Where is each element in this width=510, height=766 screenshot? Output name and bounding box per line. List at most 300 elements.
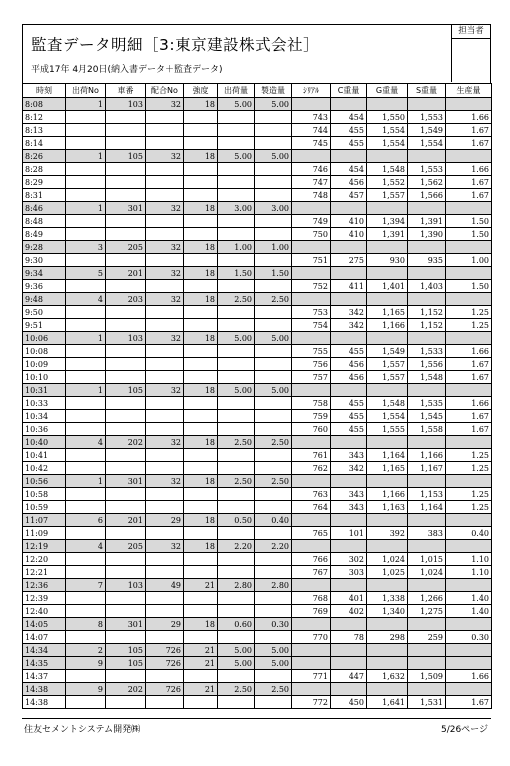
table-cell bbox=[106, 254, 146, 267]
column-header: G重量 bbox=[367, 84, 408, 98]
table-cell bbox=[446, 579, 492, 592]
table-cell: 1.25 bbox=[446, 449, 492, 462]
table-cell bbox=[146, 254, 184, 267]
batch-row bbox=[23, 280, 492, 293]
table-cell bbox=[146, 631, 184, 644]
table-cell: 5.00 bbox=[218, 98, 255, 111]
table-cell: 1,554 bbox=[367, 410, 408, 423]
column-header: 製造量 bbox=[255, 84, 292, 98]
table-cell bbox=[218, 345, 255, 358]
table-cell bbox=[446, 540, 492, 553]
table-cell bbox=[446, 436, 492, 449]
batch-row bbox=[23, 371, 492, 384]
table-cell bbox=[184, 111, 218, 124]
table-cell: 1,025 bbox=[367, 566, 408, 579]
table-cell: 8:48 bbox=[23, 215, 66, 228]
table-cell bbox=[255, 631, 292, 644]
table-cell: 1.50 bbox=[218, 267, 255, 280]
table-cell bbox=[66, 215, 106, 228]
table-cell: 759 bbox=[292, 410, 331, 423]
table-cell bbox=[255, 527, 292, 540]
table-cell bbox=[292, 644, 331, 657]
table-cell bbox=[408, 384, 446, 397]
table-cell: 32 bbox=[146, 475, 184, 488]
table-cell bbox=[446, 150, 492, 163]
batch-row bbox=[23, 124, 492, 137]
table-cell: 1.67 bbox=[446, 137, 492, 150]
batch-row bbox=[23, 163, 492, 176]
table-cell: 1,391 bbox=[367, 228, 408, 241]
table-cell: 1.66 bbox=[446, 163, 492, 176]
table-cell bbox=[218, 163, 255, 176]
table-cell: 1,548 bbox=[408, 371, 446, 384]
table-cell bbox=[66, 670, 106, 683]
table-cell: 455 bbox=[331, 423, 367, 436]
table-cell bbox=[146, 280, 184, 293]
table-cell: 1 bbox=[66, 384, 106, 397]
report-header bbox=[22, 24, 491, 83]
table-cell: 2.20 bbox=[255, 540, 292, 553]
table-cell: 750 bbox=[292, 228, 331, 241]
table-cell: 343 bbox=[331, 449, 367, 462]
table-cell bbox=[146, 410, 184, 423]
table-cell: 769 bbox=[292, 605, 331, 618]
table-cell: 1,167 bbox=[408, 462, 446, 475]
table-cell bbox=[331, 475, 367, 488]
table-cell: 760 bbox=[292, 423, 331, 436]
table-cell bbox=[106, 280, 146, 293]
table-cell bbox=[446, 657, 492, 670]
table-cell: 747 bbox=[292, 176, 331, 189]
table-cell: 1,555 bbox=[367, 423, 408, 436]
table-cell: 1,266 bbox=[408, 592, 446, 605]
table-cell bbox=[66, 423, 106, 436]
table-cell bbox=[184, 397, 218, 410]
table-cell: 1.00 bbox=[446, 254, 492, 267]
table-cell: 5.00 bbox=[218, 384, 255, 397]
table-cell bbox=[106, 566, 146, 579]
table-cell bbox=[255, 306, 292, 319]
table-cell bbox=[255, 189, 292, 202]
table-cell: 0.30 bbox=[255, 618, 292, 631]
table-cell bbox=[218, 592, 255, 605]
table-cell: 9:36 bbox=[23, 280, 66, 293]
table-cell: 450 bbox=[331, 696, 367, 709]
table-cell bbox=[218, 462, 255, 475]
table-cell: 10:10 bbox=[23, 371, 66, 384]
table-cell: 411 bbox=[331, 280, 367, 293]
shipment-row bbox=[23, 98, 492, 111]
table-cell bbox=[218, 670, 255, 683]
table-cell bbox=[255, 696, 292, 709]
table-cell bbox=[184, 462, 218, 475]
table-cell: 1,549 bbox=[408, 124, 446, 137]
table-cell: 78 bbox=[331, 631, 367, 644]
table-cell bbox=[184, 280, 218, 293]
table-cell: 1.67 bbox=[446, 423, 492, 436]
shipment-row bbox=[23, 436, 492, 449]
table-cell bbox=[408, 332, 446, 345]
table-cell: 1,553 bbox=[408, 111, 446, 124]
table-cell: 32 bbox=[146, 267, 184, 280]
table-cell bbox=[106, 553, 146, 566]
table-cell: 1.50 bbox=[255, 267, 292, 280]
table-cell: 8:14 bbox=[23, 137, 66, 150]
table-cell: 1.00 bbox=[218, 241, 255, 254]
table-cell bbox=[331, 618, 367, 631]
table-cell: 2.50 bbox=[255, 436, 292, 449]
table-cell: 32 bbox=[146, 202, 184, 215]
table-cell: 456 bbox=[331, 371, 367, 384]
table-cell: 18 bbox=[184, 618, 218, 631]
table-cell: 5.00 bbox=[255, 384, 292, 397]
table-cell: 1.67 bbox=[446, 410, 492, 423]
table-cell: 14:35 bbox=[23, 657, 66, 670]
table-cell bbox=[408, 98, 446, 111]
table-cell bbox=[66, 592, 106, 605]
table-cell bbox=[66, 605, 106, 618]
table-cell: 8:29 bbox=[23, 176, 66, 189]
table-cell: 1,403 bbox=[408, 280, 446, 293]
table-cell: 10:08 bbox=[23, 345, 66, 358]
table-cell bbox=[146, 358, 184, 371]
table-cell bbox=[66, 488, 106, 501]
table-cell: 342 bbox=[331, 462, 367, 475]
table-cell: 101 bbox=[331, 527, 367, 540]
table-cell bbox=[255, 319, 292, 332]
table-cell bbox=[255, 215, 292, 228]
table-cell: 402 bbox=[331, 605, 367, 618]
footer-divider bbox=[22, 718, 491, 719]
table-cell bbox=[331, 514, 367, 527]
table-cell bbox=[331, 332, 367, 345]
table-cell bbox=[218, 280, 255, 293]
table-cell bbox=[218, 566, 255, 579]
column-header: 時刻 bbox=[23, 84, 66, 98]
table-cell bbox=[184, 163, 218, 176]
table-cell: 1,275 bbox=[408, 605, 446, 618]
table-cell: 1,566 bbox=[408, 189, 446, 202]
table-cell: 1,557 bbox=[367, 189, 408, 202]
table-cell bbox=[184, 449, 218, 462]
table-cell bbox=[184, 631, 218, 644]
table-cell bbox=[255, 163, 292, 176]
table-cell: 5.00 bbox=[218, 150, 255, 163]
table-cell bbox=[408, 202, 446, 215]
table-cell: 4 bbox=[66, 436, 106, 449]
table-cell: 10:42 bbox=[23, 462, 66, 475]
table-cell bbox=[408, 514, 446, 527]
table-cell: 2.80 bbox=[255, 579, 292, 592]
footer-company: 住友セメントシステム開発㈱ bbox=[24, 725, 141, 735]
table-cell bbox=[367, 384, 408, 397]
table-cell: 1.67 bbox=[446, 371, 492, 384]
table-cell: 201 bbox=[106, 267, 146, 280]
column-header: 出荷No bbox=[66, 84, 106, 98]
table-cell: 745 bbox=[292, 137, 331, 150]
table-cell bbox=[292, 579, 331, 592]
table-cell bbox=[446, 98, 492, 111]
column-header: 出荷量 bbox=[218, 84, 255, 98]
table-cell bbox=[292, 293, 331, 306]
table-cell: 103 bbox=[106, 98, 146, 111]
table-cell: 5.00 bbox=[255, 150, 292, 163]
shipment-row bbox=[23, 293, 492, 306]
table-cell bbox=[184, 553, 218, 566]
stamp-label: 担当者 bbox=[452, 25, 490, 39]
table-cell bbox=[255, 462, 292, 475]
table-cell bbox=[146, 527, 184, 540]
table-cell bbox=[218, 215, 255, 228]
table-cell: 4 bbox=[66, 540, 106, 553]
shipment-row bbox=[23, 514, 492, 527]
table-cell bbox=[146, 163, 184, 176]
table-cell: 1,152 bbox=[408, 319, 446, 332]
table-cell bbox=[255, 176, 292, 189]
table-cell bbox=[66, 410, 106, 423]
table-cell: 8:26 bbox=[23, 150, 66, 163]
table-cell: 14:07 bbox=[23, 631, 66, 644]
table-cell: 9:50 bbox=[23, 306, 66, 319]
table-cell bbox=[218, 124, 255, 137]
table-cell: 1,163 bbox=[367, 501, 408, 514]
table-cell: 49 bbox=[146, 579, 184, 592]
table-cell: 21 bbox=[184, 579, 218, 592]
table-cell: 5.00 bbox=[255, 98, 292, 111]
table-cell bbox=[292, 618, 331, 631]
table-cell: 32 bbox=[146, 150, 184, 163]
shipment-row bbox=[23, 683, 492, 696]
table-cell bbox=[66, 163, 106, 176]
table-cell: 753 bbox=[292, 306, 331, 319]
table-cell bbox=[66, 371, 106, 384]
table-cell: 3.00 bbox=[255, 202, 292, 215]
table-cell bbox=[66, 228, 106, 241]
table-cell: 343 bbox=[331, 488, 367, 501]
table-cell bbox=[106, 306, 146, 319]
table-cell bbox=[66, 553, 106, 566]
table-cell bbox=[255, 397, 292, 410]
table-cell bbox=[106, 189, 146, 202]
table-cell: 766 bbox=[292, 553, 331, 566]
table-cell: 754 bbox=[292, 319, 331, 332]
table-cell bbox=[66, 319, 106, 332]
table-cell: 1,553 bbox=[408, 163, 446, 176]
table-cell: 18 bbox=[184, 202, 218, 215]
table-cell: 103 bbox=[106, 579, 146, 592]
table-cell bbox=[146, 501, 184, 514]
table-cell: 12:19 bbox=[23, 540, 66, 553]
table-cell bbox=[146, 449, 184, 462]
table-cell bbox=[66, 358, 106, 371]
table-cell bbox=[146, 228, 184, 241]
table-cell: 14:38 bbox=[23, 683, 66, 696]
table-cell: 5 bbox=[66, 267, 106, 280]
table-cell bbox=[146, 189, 184, 202]
table-cell bbox=[331, 436, 367, 449]
table-cell bbox=[367, 579, 408, 592]
table-cell: 21 bbox=[184, 644, 218, 657]
table-cell: 401 bbox=[331, 592, 367, 605]
table-cell: 10:59 bbox=[23, 501, 66, 514]
table-cell bbox=[184, 566, 218, 579]
table-cell: 1.67 bbox=[446, 358, 492, 371]
table-cell: 743 bbox=[292, 111, 331, 124]
table-cell: 457 bbox=[331, 189, 367, 202]
batch-row bbox=[23, 215, 492, 228]
table-cell bbox=[255, 111, 292, 124]
table-cell bbox=[367, 150, 408, 163]
table-cell: 1,535 bbox=[408, 397, 446, 410]
table-cell: 0.50 bbox=[218, 514, 255, 527]
table-cell bbox=[184, 228, 218, 241]
table-cell: 756 bbox=[292, 358, 331, 371]
table-cell: 726 bbox=[146, 683, 184, 696]
table-cell: 9:34 bbox=[23, 267, 66, 280]
table-cell: 1.67 bbox=[446, 124, 492, 137]
table-cell bbox=[446, 384, 492, 397]
table-cell: 32 bbox=[146, 332, 184, 345]
table-cell bbox=[331, 384, 367, 397]
table-cell bbox=[106, 176, 146, 189]
table-cell bbox=[367, 618, 408, 631]
table-cell bbox=[292, 241, 331, 254]
table-cell: 9 bbox=[66, 657, 106, 670]
table-cell bbox=[66, 254, 106, 267]
table-cell bbox=[408, 618, 446, 631]
table-cell bbox=[218, 527, 255, 540]
table-cell: 752 bbox=[292, 280, 331, 293]
table-cell bbox=[184, 176, 218, 189]
table-cell bbox=[66, 176, 106, 189]
batch-row bbox=[23, 631, 492, 644]
table-cell bbox=[408, 683, 446, 696]
table-cell: 32 bbox=[146, 436, 184, 449]
table-cell: 1,545 bbox=[408, 410, 446, 423]
shipment-row bbox=[23, 579, 492, 592]
table-cell: 770 bbox=[292, 631, 331, 644]
shipment-row bbox=[23, 540, 492, 553]
table-cell bbox=[218, 501, 255, 514]
table-cell bbox=[331, 579, 367, 592]
table-cell: 9:51 bbox=[23, 319, 66, 332]
table-cell: 12:36 bbox=[23, 579, 66, 592]
table-cell: 1.66 bbox=[446, 670, 492, 683]
table-cell bbox=[66, 397, 106, 410]
table-cell: 12:20 bbox=[23, 553, 66, 566]
table-cell bbox=[408, 540, 446, 553]
table-cell: 9:30 bbox=[23, 254, 66, 267]
table-cell bbox=[146, 111, 184, 124]
table-cell: 202 bbox=[106, 683, 146, 696]
batch-row bbox=[23, 189, 492, 202]
table-cell bbox=[146, 176, 184, 189]
table-cell: 1,632 bbox=[367, 670, 408, 683]
table-cell bbox=[146, 397, 184, 410]
table-cell: 105 bbox=[106, 150, 146, 163]
table-cell: 18 bbox=[184, 384, 218, 397]
table-cell bbox=[367, 683, 408, 696]
table-cell: 1,556 bbox=[408, 358, 446, 371]
table-cell: 1.10 bbox=[446, 566, 492, 579]
table-cell bbox=[66, 501, 106, 514]
table-cell: 935 bbox=[408, 254, 446, 267]
table-cell: 1,024 bbox=[408, 566, 446, 579]
table-cell: 1,152 bbox=[408, 306, 446, 319]
table-cell bbox=[255, 410, 292, 423]
table-cell: 763 bbox=[292, 488, 331, 501]
table-cell bbox=[106, 696, 146, 709]
table-cell: 32 bbox=[146, 384, 184, 397]
table-cell bbox=[106, 137, 146, 150]
table-cell: 761 bbox=[292, 449, 331, 462]
table-cell bbox=[218, 137, 255, 150]
table-cell: 1,164 bbox=[367, 449, 408, 462]
table-cell: 1.67 bbox=[446, 176, 492, 189]
batch-row bbox=[23, 566, 492, 579]
table-cell: 1.50 bbox=[446, 228, 492, 241]
table-cell bbox=[106, 371, 146, 384]
table-cell: 105 bbox=[106, 644, 146, 657]
table-cell: 1.67 bbox=[446, 189, 492, 202]
shipment-row bbox=[23, 150, 492, 163]
table-cell: 0.40 bbox=[446, 527, 492, 540]
table-cell: 3 bbox=[66, 241, 106, 254]
table-cell: 18 bbox=[184, 436, 218, 449]
table-cell: 1,549 bbox=[367, 345, 408, 358]
table-cell: 746 bbox=[292, 163, 331, 176]
table-cell: 9:48 bbox=[23, 293, 66, 306]
table-cell bbox=[292, 683, 331, 696]
table-cell: 1 bbox=[66, 202, 106, 215]
table-cell bbox=[446, 202, 492, 215]
table-cell bbox=[218, 254, 255, 267]
table-cell bbox=[218, 319, 255, 332]
table-cell: 29 bbox=[146, 618, 184, 631]
table-cell: 1,552 bbox=[367, 176, 408, 189]
table-cell: 18 bbox=[184, 241, 218, 254]
table-cell bbox=[292, 475, 331, 488]
table-cell bbox=[292, 384, 331, 397]
table-cell: 1.25 bbox=[446, 462, 492, 475]
table-cell: 2.50 bbox=[255, 293, 292, 306]
column-header: 強度 bbox=[184, 84, 218, 98]
table-cell: 1,340 bbox=[367, 605, 408, 618]
table-cell: 1 bbox=[66, 98, 106, 111]
table-cell: 1.40 bbox=[446, 592, 492, 605]
table-cell: 1,548 bbox=[367, 163, 408, 176]
table-cell: 0.60 bbox=[218, 618, 255, 631]
table-cell: 18 bbox=[184, 540, 218, 553]
table-cell: 455 bbox=[331, 345, 367, 358]
table-cell: 8:28 bbox=[23, 163, 66, 176]
table-cell: 454 bbox=[331, 111, 367, 124]
table-cell bbox=[408, 475, 446, 488]
batch-row bbox=[23, 501, 492, 514]
table-cell bbox=[292, 436, 331, 449]
table-cell bbox=[146, 696, 184, 709]
table-cell: 1,401 bbox=[367, 280, 408, 293]
audit-data-table bbox=[22, 83, 492, 709]
table-cell bbox=[218, 176, 255, 189]
table-cell bbox=[331, 293, 367, 306]
table-cell bbox=[184, 605, 218, 618]
table-cell bbox=[106, 449, 146, 462]
batch-row bbox=[23, 254, 492, 267]
table-cell: 205 bbox=[106, 540, 146, 553]
table-cell bbox=[255, 488, 292, 501]
table-cell: 764 bbox=[292, 501, 331, 514]
